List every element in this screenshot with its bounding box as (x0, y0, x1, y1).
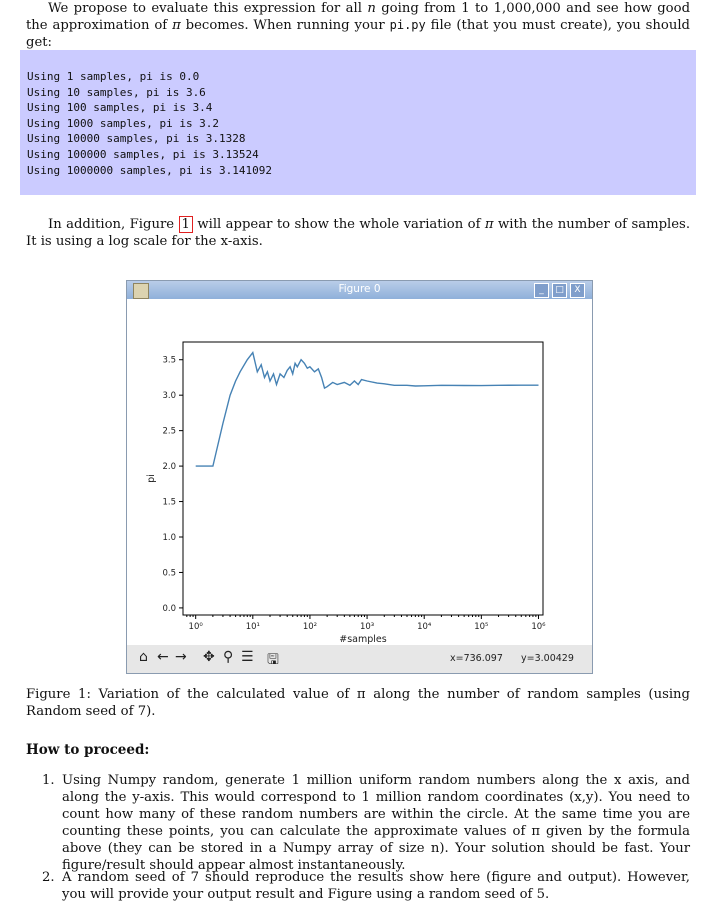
filename: pi.py (389, 18, 426, 32)
x-tick-label: 10⁰ (188, 622, 203, 632)
plot-area (127, 299, 592, 645)
list-number: 2. (42, 870, 55, 885)
section-heading: How to proceed: (26, 742, 150, 758)
code-line: Using 10000 samples, pi is 3.1328 (27, 132, 246, 146)
y-tick-label: 1.5 (162, 497, 176, 508)
window-titlebar[interactable] (127, 281, 592, 299)
save-icon[interactable]: 🖫 (267, 652, 279, 668)
y-tick-label: 0.0 (162, 603, 176, 614)
x-tick-label: 10⁶ (531, 622, 546, 632)
y-tick-label: 3.5 (162, 355, 176, 366)
list-number: 1. (42, 773, 55, 788)
figure-toolbar (127, 645, 592, 673)
code-output-box (20, 50, 696, 195)
y-axis-label: pi (146, 474, 157, 483)
code-line: Using 1000 samples, pi is 3.2 (27, 116, 220, 130)
code-output (27, 69, 272, 178)
x-tick-label: 10¹ (245, 622, 260, 632)
minimize-button[interactable]: _ (534, 283, 549, 298)
code-line: Using 100 samples, pi is 3.4 (27, 101, 213, 115)
x-tick-label: 10³ (359, 622, 375, 632)
forward-arrow-icon[interactable]: → (175, 649, 187, 665)
figure-reference-link[interactable]: 1 (179, 216, 193, 233)
x-tick-label: 10² (302, 622, 318, 632)
x-tick-label: 10⁴ (417, 622, 432, 632)
y-tick-label: 1.0 (162, 533, 176, 543)
figure-window (126, 280, 593, 674)
list-text: A random seed of 7 should reproduce the results show here (figure and output). However, you will provide your output result and Figure using a random seed of 5. (62, 870, 690, 902)
back-arrow-icon[interactable]: ← (157, 649, 169, 665)
list-item (42, 772, 690, 874)
pi-chart (127, 299, 592, 645)
intro-paragraph: We propose to evaluate this expression for all n going from 1 to 1,000,000 and see how good the approximation of π becomes. When running your pi.py file (that you must create), you should get: (26, 1, 691, 50)
coords-y-readout: y=3.00429 (521, 653, 574, 664)
maximize-button[interactable]: □ (552, 283, 567, 298)
x-axis-label: #samples (339, 634, 387, 645)
list-item (42, 869, 690, 903)
coords-x-readout: x=736.097 (450, 653, 503, 664)
x-tick-label: 10⁵ (474, 622, 489, 632)
window-title: Figure 0 (338, 283, 381, 295)
subplots-config-icon[interactable]: ☰ (241, 649, 254, 665)
y-tick-label: 2.5 (162, 426, 176, 437)
y-tick-label: 3.0 (162, 391, 176, 402)
zoom-icon[interactable]: ⚲ (223, 649, 234, 665)
y-tick-label: 2.0 (162, 462, 176, 473)
code-line: Using 10 samples, pi is 3.6 (27, 85, 206, 99)
list-text: Using Numpy random, generate 1 million uniform random numbers along the x axis, and along the y-axis. This would correspond to 1 million random coordinates (x,y). You need to count how many of these random numbers are within the circle. At the same time you are counting these points, you can calculate the approximate values of π given by the formula above (they can be stored in a Numpy array of size n). Your solution should be fast. Your figure/result should appear almost instantaneously. (62, 773, 690, 873)
figure-caption: Figure 1: Variation of the calculated value of π along the number of random samples (using Random seed of 7). (26, 687, 690, 719)
y-tick-label: 0.5 (162, 568, 176, 579)
close-button[interactable]: X (570, 283, 585, 298)
code-line: Using 1 samples, pi is 0.0 (27, 70, 200, 83)
axes-frame (183, 342, 543, 615)
code-line: Using 100000 samples, pi is 3.13524 (27, 147, 259, 161)
pan-icon[interactable]: ✥ (203, 649, 215, 665)
code-line: Using 1000000 samples, pi is 3.141092 (27, 163, 273, 177)
home-icon[interactable]: ⌂ (139, 649, 148, 665)
addition-paragraph: In addition, Figure 1 will appear to show the whole variation of π with the number of samples. It is using a log scale for the x-axis. (26, 217, 691, 249)
